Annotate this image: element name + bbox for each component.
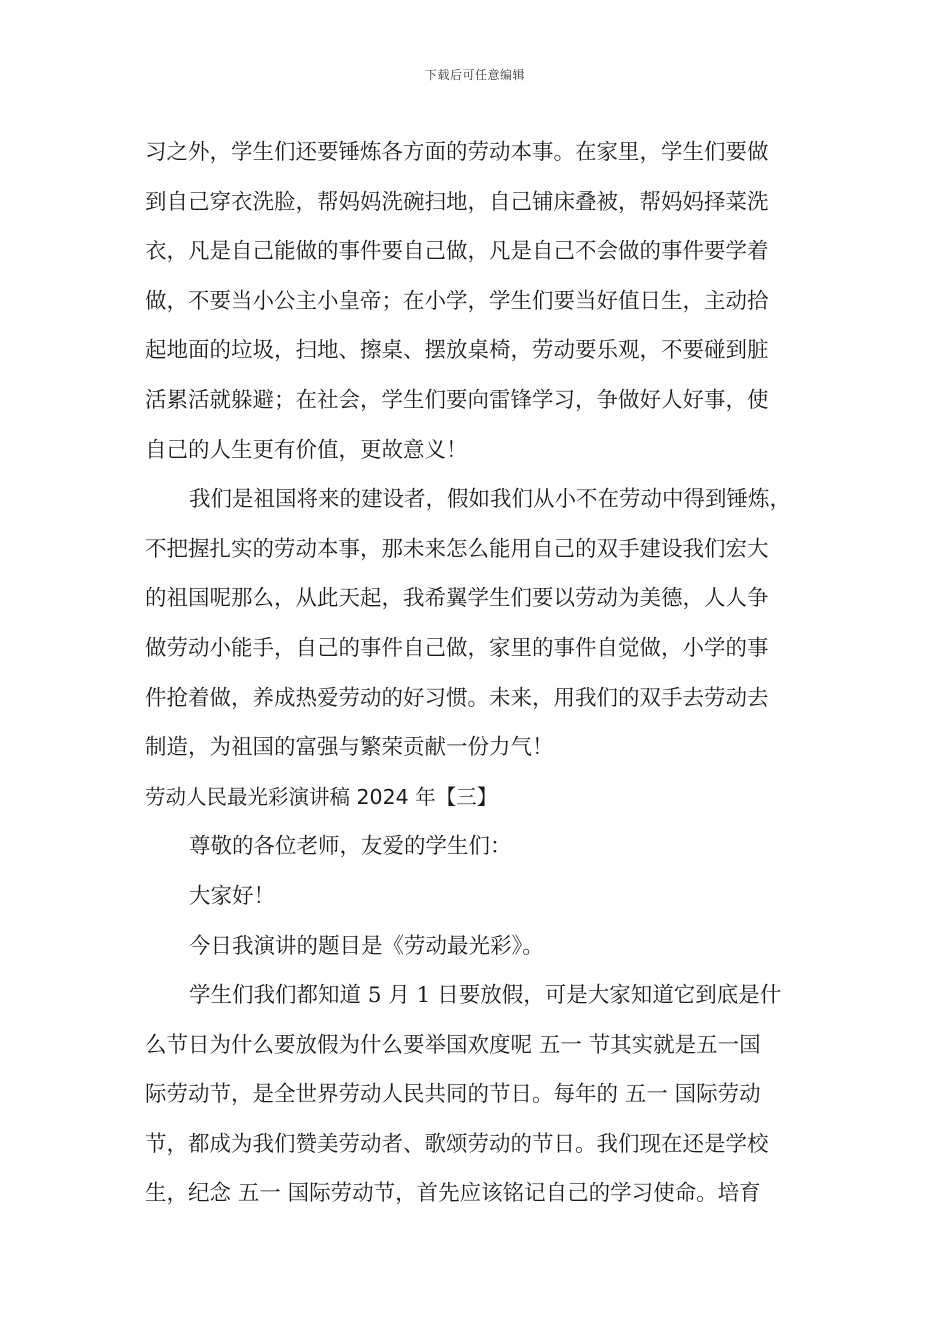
salutation: 尊敬的各位老师，友爱的学生们： — [189, 834, 512, 860]
header-note: 下载后可任意编辑 — [424, 68, 525, 82]
text-line: 习之外，学生们还要锤炼各方面的劳动本事。在家里，学生们要做 — [145, 140, 769, 165]
text-line: 活累活就躲避；在社会，学生们要向雷锋学习，争做好人好事，使 — [145, 387, 769, 413]
text-line: 际劳动节，是全世界劳动人民共同的节日。每年的 五一 国际劳动 — [145, 1082, 761, 1108]
text-line: 生，纪念 五一 国际劳动节，首先应该铭记自己的学习使命。培育 — [145, 1181, 761, 1207]
text-line: 衣，凡是自己能做的事件要自己做，凡是自己不会做的事件要学着 — [145, 239, 769, 265]
text-line: 么节日为什么要放假为什么要举国欢度呢 五一 节其实就是五一国 — [145, 1032, 761, 1058]
text-line: 的祖国呢那么，从此天起，我希翼学生们要以劳动为美德，人人争 — [145, 586, 769, 612]
speech-topic: 今日我演讲的题目是《劳动最光彩》。 — [189, 933, 544, 959]
text-line: 做，不要当小公主小皇帝；在小学，学生们要当好值日生，主动拾 — [145, 288, 769, 314]
document-body — [145, 128, 835, 1219]
text-line: 不把握扎实的劳动本事，那未来怎么能用自己的双手建设我们宏大 — [145, 536, 769, 562]
text-line: 学生们我们都知道 5 月 1 日要放假，可是大家知道它到底是什 — [189, 983, 782, 1009]
text-line: 我们是祖国将来的建设者，假如我们从小不在劳动中得到锤炼， — [189, 487, 792, 513]
text-line: 到自己穿衣洗脸，帮妈妈洗碗扫地，自己铺床叠被，帮妈妈择菜洗 — [145, 189, 769, 215]
text-line: 节，都成为我们赞美劳动者、歌颂劳动的节日。我们现在还是学校 — [145, 1131, 769, 1157]
text-line: 起地面的垃圾，扫地、擦桌、摆放桌椅，劳动要乐观，不要碰到脏 — [145, 338, 769, 364]
text-line: 件抢着做，养成热爱劳动的好习惯。未来，用我们的双手去劳动去 — [145, 685, 769, 711]
text-line: 自己的人生更有价值，更故意义！ — [145, 437, 468, 463]
text-line: 制造，为祖国的富强与繁荣贡献一份力气！ — [145, 735, 554, 761]
greeting: 大家好！ — [189, 883, 276, 909]
section-heading: 劳动人民最光彩演讲稿 2024 年【三】 — [145, 784, 498, 809]
text-line: 做劳动小能手，自己的事件自己做，家里的事件自觉做，小学的事 — [145, 635, 769, 661]
